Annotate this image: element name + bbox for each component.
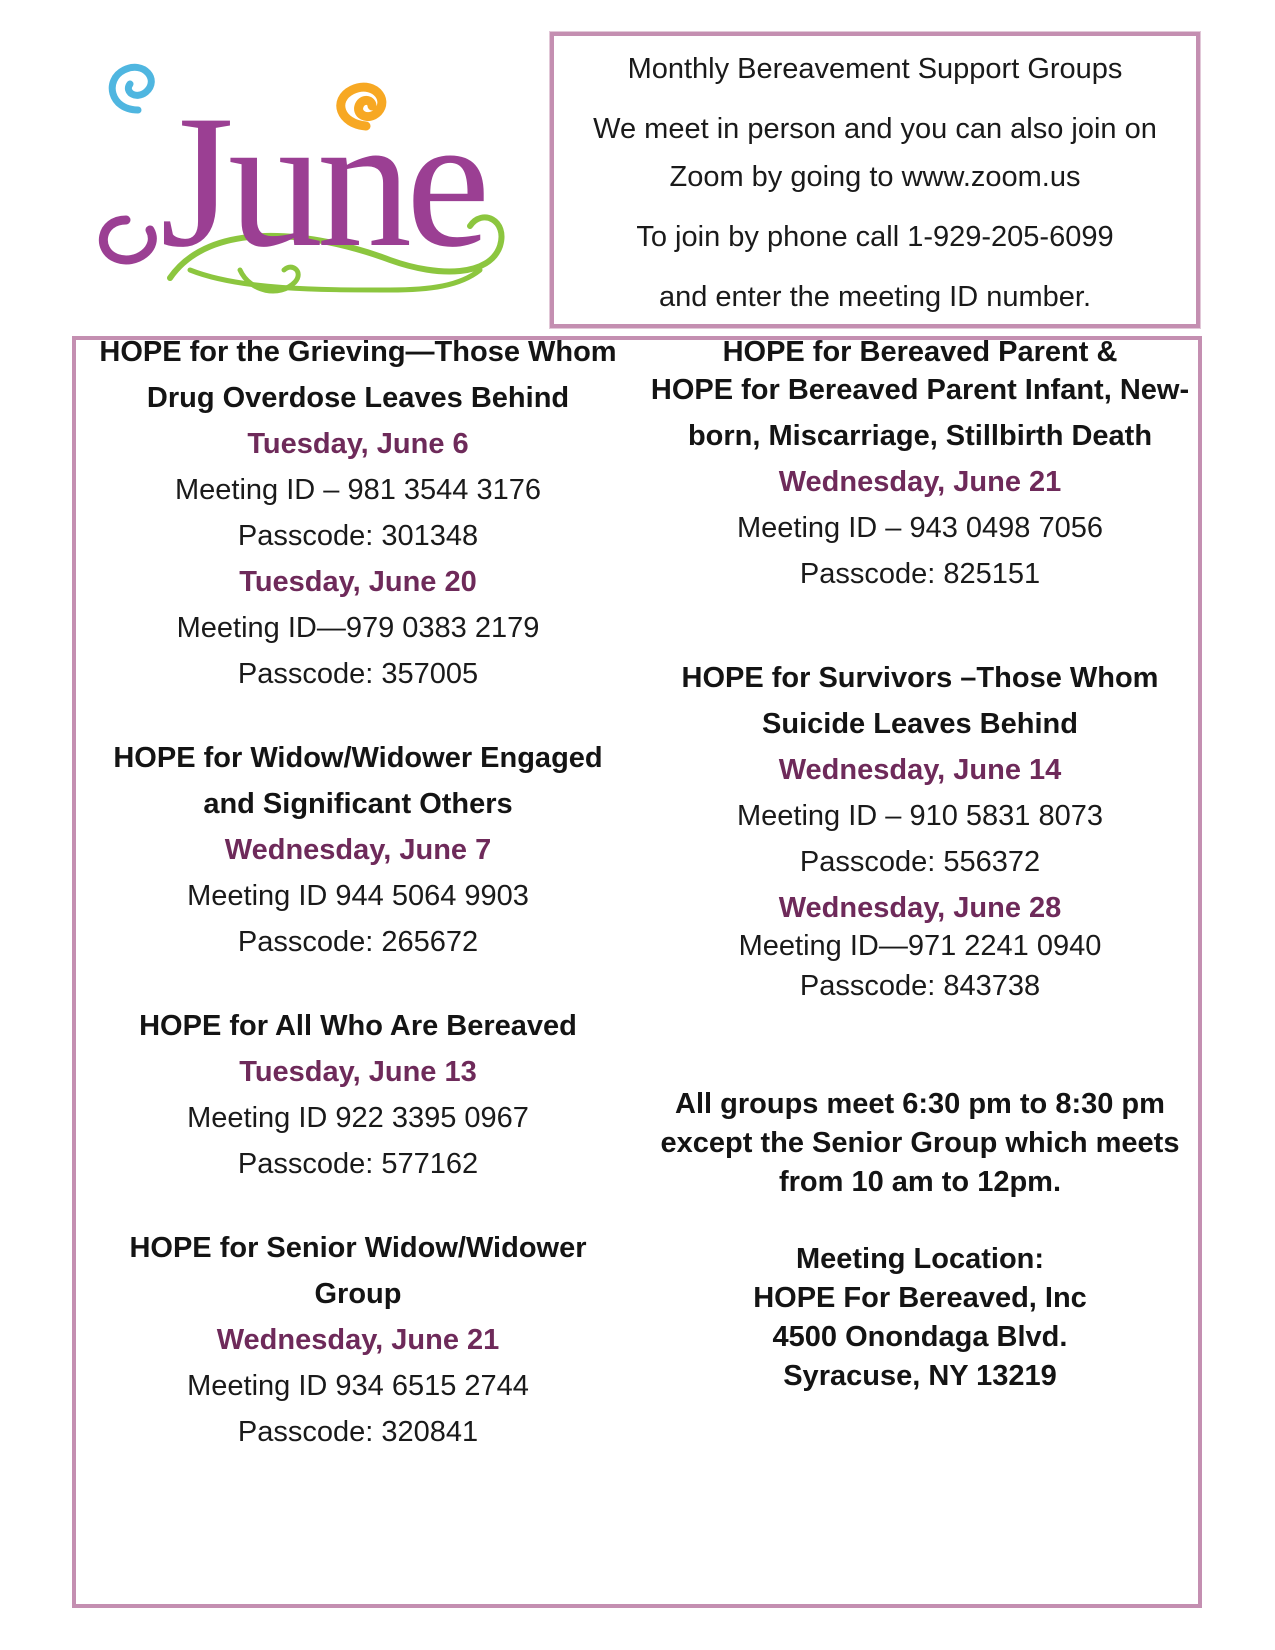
group-title: Drug Overdose Leaves Behind xyxy=(146,382,570,414)
location-line: 4500 Onondaga Blvd. xyxy=(772,1321,1068,1353)
group-title: HOPE for Bereaved Parent & xyxy=(722,336,1118,368)
meeting-id: Meeting ID 922 3395 0967 xyxy=(187,1102,529,1134)
june-logo xyxy=(90,40,530,320)
session-date: Wednesday, June 14 xyxy=(778,754,1062,786)
meeting-id: Meeting ID – 943 0498 7056 xyxy=(737,512,1103,544)
schedule-note: from 10 am to 12pm. xyxy=(778,1166,1062,1198)
passcode: Passcode: 320841 xyxy=(237,1416,479,1448)
session-date: Tuesday, June 6 xyxy=(247,428,469,460)
info-line-in-person: We meet in person and you can also join on xyxy=(593,113,1157,145)
session-date: Wednesday, June 28 xyxy=(778,892,1062,924)
location-heading: Meeting Location: xyxy=(795,1243,1045,1275)
meeting-id: Meeting ID—971 2241 0940 xyxy=(738,930,1102,962)
june-logo-art xyxy=(90,40,530,320)
group-title: HOPE for All Who Are Bereaved xyxy=(139,1010,577,1042)
group-title: Group xyxy=(314,1278,402,1310)
schedule-note: except the Senior Group which meets xyxy=(660,1127,1180,1159)
info-line-zoom: Zoom by going to www.zoom.us xyxy=(669,161,1081,193)
group-title: HOPE for Senior Widow/Widower xyxy=(129,1232,587,1264)
zoom-info-box xyxy=(550,32,1200,328)
group-title: HOPE for Widow/Widower Engaged xyxy=(113,742,603,774)
group-title: HOPE for Survivors –Those Whom xyxy=(681,662,1159,694)
group-title: HOPE for the Grieving—Those Whom xyxy=(99,336,617,368)
group-title: born, Miscarriage, Stillbirth Death xyxy=(687,420,1153,452)
info-heading: Monthly Bereavement Support Groups xyxy=(627,53,1123,85)
meeting-id: Meeting ID 934 6515 2744 xyxy=(187,1370,529,1402)
passcode: Passcode: 556372 xyxy=(799,846,1041,878)
group-title: and Significant Others xyxy=(203,788,513,820)
info-line-meeting-id: and enter the meeting ID number. xyxy=(658,281,1092,313)
meeting-id: Meeting ID – 981 3544 3176 xyxy=(175,474,541,506)
group-title: HOPE for Bereaved Parent Infant, New- xyxy=(650,374,1190,406)
meeting-id: Meeting ID 944 5064 9903 xyxy=(187,880,529,912)
passcode: Passcode: 577162 xyxy=(237,1148,479,1180)
passcode: Passcode: 301348 xyxy=(237,520,479,552)
june-logo-text: June xyxy=(160,77,485,287)
schedule-note: All groups meet 6:30 pm to 8:30 pm xyxy=(675,1088,1165,1120)
info-line-phone: To join by phone call 1-929-205-6099 xyxy=(636,221,1114,253)
session-date: Wednesday, June 21 xyxy=(778,466,1062,498)
location-line: Syracuse, NY 13219 xyxy=(783,1360,1057,1392)
passcode: Passcode: 265672 xyxy=(237,926,479,958)
meeting-id: Meeting ID—979 0383 2179 xyxy=(176,612,540,644)
passcode: Passcode: 357005 xyxy=(237,658,479,690)
meeting-id: Meeting ID – 910 5831 8073 xyxy=(737,800,1103,832)
session-date: Tuesday, June 13 xyxy=(239,1056,477,1088)
session-date: Wednesday, June 7 xyxy=(224,834,492,866)
passcode: Passcode: 843738 xyxy=(799,970,1041,1002)
passcode: Passcode: 825151 xyxy=(799,558,1041,590)
location-line: HOPE For Bereaved, Inc xyxy=(753,1282,1087,1314)
group-title: Suicide Leaves Behind xyxy=(762,708,1078,740)
session-date: Tuesday, June 20 xyxy=(239,566,477,598)
session-date: Wednesday, June 21 xyxy=(216,1324,500,1356)
